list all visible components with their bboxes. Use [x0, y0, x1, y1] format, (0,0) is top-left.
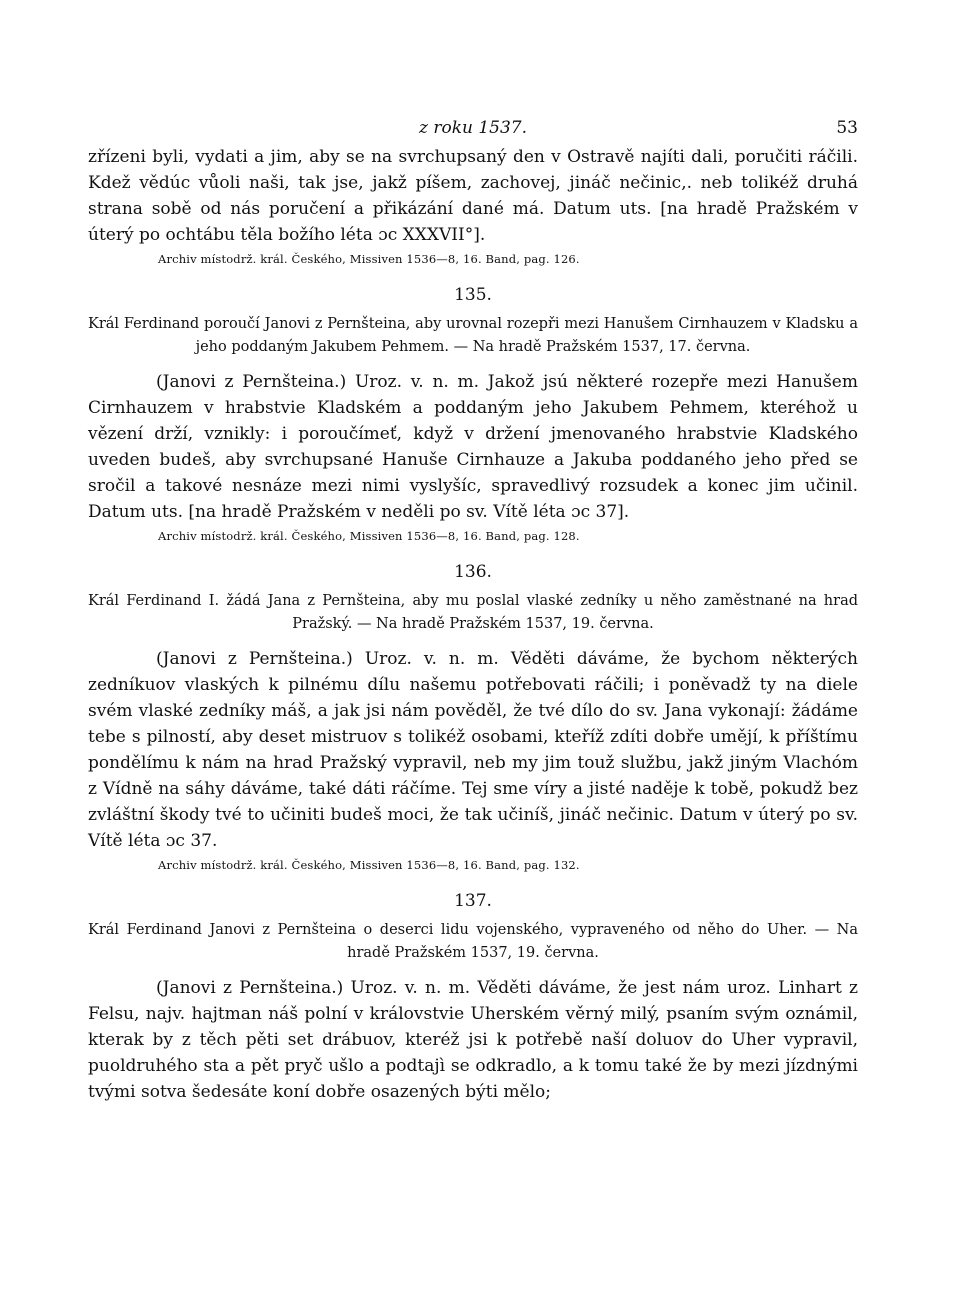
document-regest: Král Ferdinand I. žádá Jana z Pernšteina, aby mu poslal vlaské zedníky u něho zaměstnané na hrad Pražský. — Na hradě Pražském 1537, 19. června.	[88, 593, 858, 632]
document-number: 136.	[454, 562, 492, 582]
running-header	[88, 112, 858, 142]
continuation-paragraph: zřízeni byli, vydati a jim, aby se na svrchupsaný den v Ostravě najíti dali, poručiti ráčili. Kdež vědúc vůoli naši, tak jse, jakž píšem, zachovej, jináč nečinic,. neb tolikéž druhá strana sobě od nás poručení a přikázání dané má. Datum uts. [na hradě Pražském v úterý po ochtábu těla božího léta ɔc XXXVII°].	[88, 147, 858, 245]
archival-source: Archiv místodrž. král. Českého, Missiven 1536—8, 16. Band, pag. 132.	[158, 858, 580, 872]
archival-source: Archiv místodrž. král. Českého, Missiven 1536—8, 16. Band, pag. 128.	[158, 529, 580, 543]
document-regest: Král Ferdinand Janovi z Pernšteina o deserci lidu vojenského, vypraveného od něho do Uher. — Na hradě Pražském 1537, 19. června.	[88, 922, 858, 961]
document-regest: Král Ferdinand poroučí Janovi z Pernšteina, aby urovnal rozepři mezi Hanušem Cirnhauzem v Kladsku a jeho poddaným Jakubem Pehmem. — Na hradě Pražském 1537, 17. června.	[88, 316, 858, 355]
document-text: (Janovi z Pernšteina.) Uroz. v. n. m. Věděti dáváme, že bychom některých zedníkuov vlaských k pilnému dílu našemu potřebovati ráčili; i poněvadž ty na diele svém vlaské zedníky máš, a jak jsi nám pověděl, že tvé dílo do sv. Jana vykonají: žádáme tebe s pilností, aby deset mistruov s tolikéž osobami, kteříž zdíti dobře umějí, k příštímu pondělímu k nám na hrad Pražský vypravil, neb my jim touž službu, jakž jiným Vlachóm z Vídně na sáhy dáváme, také dáti ráčíme. Tej sme víry a jisté naděje k tobě, pokudž bez zvláštní škody tvé to učiniti budeš moci, že tak učiníš, jináč nečinic. Datum v úterý po sv. Vítě léta ɔc 37.	[88, 649, 858, 851]
document-text: (Janovi z Pernšteina.) Uroz. v. n. m. Jakož jsú některé rozepře mezi Hanušem Cirnhauzem v hrabstvie Kladském a poddaným jeho Jakubem Pehmem, kteréhož u vězení drží, vznikly: i poroučímeť, když v držení jmenovaného hrabstvie Kladského uveden budeš, aby svrchupsané Hanuše Cirnhauze a Jakuba poddaného jeho před se sročil a takové nesnáze mezi nimi vyslyšíc, spravedlivý rozsudek a konec jim učinil. Datum uts. [na hradě Pražském v neděli po sv. Vítě léta ɔc 37].	[88, 372, 858, 522]
archival-source: Archiv místodrž. král. Českého, Missiven 1536—8, 16. Band, pag. 126.	[158, 252, 580, 266]
document-number: 135.	[454, 285, 492, 305]
document-text: (Janovi z Pernšteina.) Uroz. v. n. m. Věděti dáváme, že jest nám uroz. Linhart z Felsu, najv. hajtman náš polní v královstvie Uherském věrný milý, psaním svým oznámil, kterak by z těch pěti set drábuov, kteréž jsi k potřebě naší doluov do Uher vypravil, puoldruhého sta a pět pryč ušlo a podtajì se odkradlo, a k tomu také že by mezi jízdnými tvými sotva šedesáte koní dobře osazených býti mělo;	[88, 978, 858, 1102]
document-number: 137.	[454, 891, 492, 911]
document-page	[88, 112, 858, 1105]
running-title: z roku 1537.	[418, 118, 528, 138]
page-number: 53	[836, 118, 858, 138]
